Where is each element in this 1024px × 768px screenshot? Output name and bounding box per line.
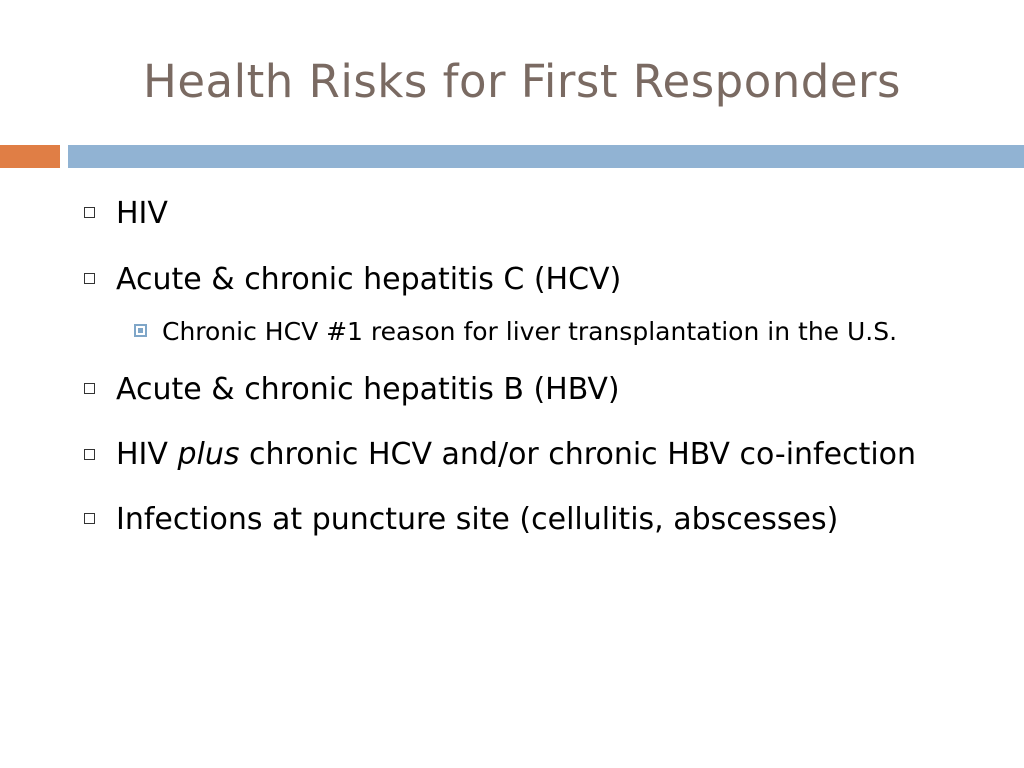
filled-square-bullet-icon bbox=[134, 324, 147, 337]
slide-title: Health Risks for First Responders bbox=[143, 55, 901, 108]
bullet-text-suffix: chronic HCV and/or chronic HBV co-infection bbox=[239, 437, 917, 472]
square-bullet-icon bbox=[84, 207, 95, 218]
bullet-text-prefix: HIV bbox=[116, 437, 178, 472]
bullet-text-italic: plus bbox=[177, 437, 240, 472]
square-bullet-icon bbox=[84, 273, 95, 284]
square-bullet-icon bbox=[84, 383, 95, 394]
list-item bbox=[82, 364, 982, 416]
list-item bbox=[82, 188, 982, 240]
bullet-text: Acute & chronic hepatitis B (HBV) bbox=[116, 372, 620, 407]
accent-bar-left bbox=[0, 145, 60, 168]
sub-list-item bbox=[82, 310, 982, 354]
square-bullet-icon bbox=[84, 449, 95, 460]
bullet-text: Acute & chronic hepatitis C (HCV) bbox=[116, 262, 622, 297]
bullet-text: Infections at puncture site (cellulitis, abscesses) bbox=[116, 502, 839, 537]
list-item bbox=[82, 494, 982, 546]
accent-bar-right bbox=[68, 145, 1024, 168]
list-item bbox=[82, 430, 982, 480]
list-item bbox=[82, 254, 982, 306]
bullet-list bbox=[82, 188, 982, 560]
sub-bullet-text: Chronic HCV #1 reason for liver transplantation in the U.S. bbox=[162, 317, 898, 346]
square-bullet-icon bbox=[84, 513, 95, 524]
bullet-text: HIV bbox=[116, 196, 168, 231]
